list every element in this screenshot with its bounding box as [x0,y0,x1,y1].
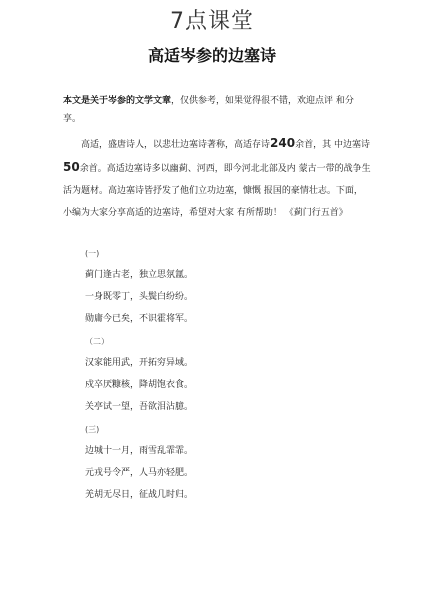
poem-line: 戍卒厌糠核，降胡饱衣食。 [85,380,194,390]
intro-bold: 本文是关于岑参的文学文章 [63,96,172,106]
poem-line: 一身既零丁，头鬓白纷纷。 [85,292,194,302]
poem-section-heading: (一) [85,249,100,258]
body-paragraph [63,132,371,224]
article-title: 高适岑参的边塞诗 [147,46,276,65]
brand-watermark: 7点课堂 [170,9,254,34]
intro-paragraph [63,92,371,128]
poem-line: 勋庸今已矣，不识霍将军。 [85,314,194,324]
body-text-c: 余首。高适边塞诗多以幽蓟、河西，即今河北北部及内 蒙古一带的战争生活为题材。高边塞诗皆抒发了他们立功边塞，慷慨 报国的豪情壮志。下面，小编为大家分享高适的边塞诗，希望对大家 有所帮助！ 《蓟门行五首》 [63,164,371,218]
body-text-a: 高适，盛唐诗人，以悲壮边塞诗著称，高适存诗 [81,140,271,150]
poem-section-heading: (三) [85,425,100,434]
poem-line: 蓟门逢古老，独立思氛氲。 [85,270,194,280]
poem-line: 元戎号令严，人马亦轻肥。 [85,468,194,478]
body-number-50: 50 [63,160,80,174]
poem-section-heading: （二） [85,337,109,346]
poem-line: 羌胡无尽日，征战几时归。 [85,490,194,500]
poem-line: 汉家能用武，开拓穷异域。 [85,358,194,368]
poem-line: 关亭试一望，吾欲泪沾臆。 [85,402,194,412]
poem-line: 边城十一月，雨雪乱霏霏。 [85,446,194,456]
body-text-b: 余首，其 中边塞诗 [295,140,370,150]
intro-rest: ，仅供参考，如果觉得很不错，欢迎点评 和分享。 [63,96,354,124]
body-number-240: 240 [270,136,296,150]
poem-block [63,244,363,508]
